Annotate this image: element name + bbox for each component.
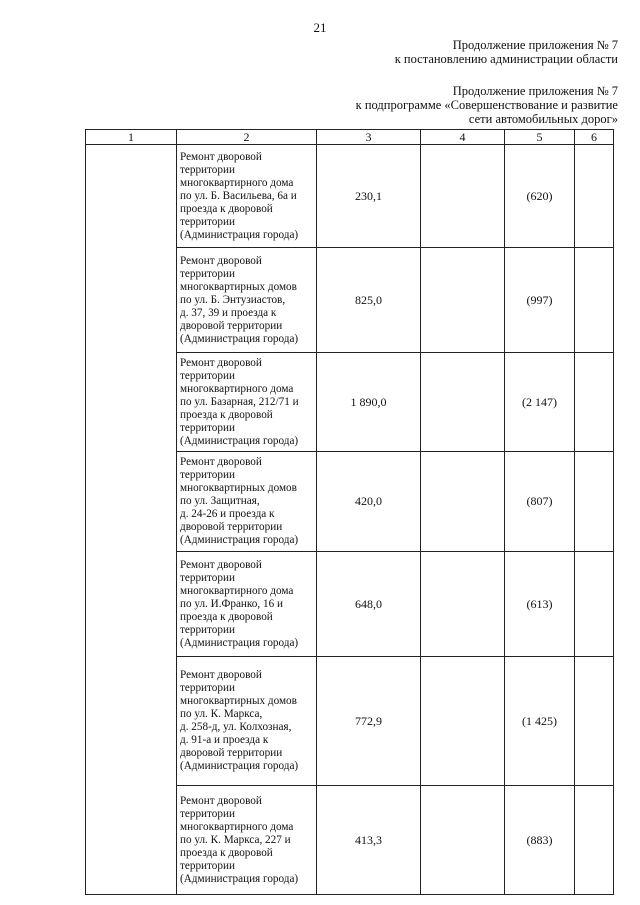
header-line: к постановлению администрации области [394, 52, 618, 66]
cell-line: многоквартирных домов [180, 280, 297, 293]
table-cell-work-name [177, 248, 317, 353]
table-cell-col6 [575, 145, 614, 248]
table-cell-col1 [86, 145, 177, 895]
column-header: 5 [505, 130, 575, 145]
table-cell-area: (2 147) [505, 353, 575, 452]
column-header: 4 [421, 130, 505, 145]
cell-line: по ул. Б. Васильева, 6а и [180, 189, 297, 202]
column-header: 1 [86, 130, 177, 145]
cell-line: (Администрация города) [180, 872, 299, 885]
cell-line: д. 37, 39 и проезда к [180, 306, 277, 319]
cell-line: (Администрация города) [180, 534, 299, 546]
table-cell-amount: 1 890,0 [317, 353, 421, 452]
header-line: Продолжение приложения № 7 [452, 38, 618, 52]
header-appendix-subprogram [356, 84, 618, 126]
cell-line: территории [180, 682, 235, 694]
table-cell-amount: 413,3 [317, 786, 421, 895]
table-cell-col6 [575, 353, 614, 452]
cell-line: территории [180, 623, 235, 636]
cell-line: Ремонт дворовой [180, 356, 262, 369]
cell-line: (Администрация города) [180, 434, 299, 447]
cell-line: проезда к дворовой [180, 202, 273, 215]
table-cell-area: (883) [505, 786, 575, 895]
page-number: 21 [313, 20, 327, 35]
cell-line: территории [180, 267, 235, 280]
table-cell-amount: 648,0 [317, 552, 421, 657]
header-line: сети автомобильных дорог» [468, 112, 618, 126]
column-header: 3 [317, 130, 421, 145]
header-appendix-resolution [395, 38, 618, 66]
table-cell-area: (613) [505, 552, 575, 657]
table-cell-col4 [421, 145, 505, 248]
table-cell-work-name [177, 353, 317, 452]
cell-line: (Администрация города) [180, 228, 299, 241]
cell-line: многоквартирного дома [180, 382, 294, 395]
column-header: 6 [575, 130, 614, 145]
cell-line: дворовой территории [180, 747, 283, 759]
table-cell-work-name [177, 145, 317, 248]
table-cell-area: (997) [505, 248, 575, 353]
cell-line: Ремонт дворовой [180, 558, 262, 571]
cell-line: территории [180, 807, 235, 820]
cell-line: территории [180, 859, 235, 872]
table-row [86, 145, 614, 248]
table-cell-amount: 825,0 [317, 248, 421, 353]
cell-line: Ремонт дворовой [180, 150, 262, 163]
table-cell-amount: 230,1 [317, 145, 421, 248]
table-header-row [86, 130, 614, 145]
table-cell-col4 [421, 452, 505, 552]
table-cell-col4 [421, 248, 505, 353]
table-cell-work-name [177, 452, 317, 552]
cell-line: по ул. И.Франко, 16 и [180, 597, 283, 610]
table-cell-area: (807) [505, 452, 575, 552]
cell-line: многоквартирных домов [180, 695, 297, 707]
cell-line: территории [180, 163, 235, 176]
cell-line: проезда к дворовой [180, 408, 273, 421]
cell-line: Ремонт дворовой [180, 254, 262, 267]
table-cell-col4 [421, 657, 505, 786]
table-cell-area: (1 425) [505, 657, 575, 786]
cell-line: по ул. К. Маркса, 227 и [180, 833, 291, 846]
cell-line: проезда к дворовой [180, 846, 273, 859]
program-table [85, 129, 614, 895]
table-cell-amount: 420,0 [317, 452, 421, 552]
table-cell-col4 [421, 552, 505, 657]
cell-line: по ул. Базарная, 212/71 и [180, 395, 299, 408]
cell-line: Ремонт дворовой [180, 456, 262, 468]
cell-line: (Администрация города) [180, 760, 299, 772]
cell-line: Ремонт дворовой [180, 669, 262, 681]
table-cell-work-name [177, 786, 317, 895]
cell-line: территории [180, 369, 235, 382]
table-cell-col6 [575, 552, 614, 657]
cell-line: территории [180, 421, 235, 434]
table-cell-col6 [575, 248, 614, 353]
cell-line: д. 91-а и проезда к [180, 734, 269, 746]
cell-line: д. 258-д, ул. Колхозная, [180, 721, 292, 733]
cell-line: (Администрация города) [180, 332, 299, 345]
cell-line: по ул. Б. Энтузиастов, [180, 293, 286, 306]
table-cell-work-name [177, 552, 317, 657]
table-cell-col6 [575, 657, 614, 786]
cell-line: проезда к дворовой [180, 610, 273, 623]
table-cell-col4 [421, 786, 505, 895]
cell-line: территории [180, 571, 235, 584]
cell-line: многоквартирного дома [180, 176, 294, 189]
header-line: Продолжение приложения № 7 [452, 84, 618, 98]
table-cell-area: (620) [505, 145, 575, 248]
column-header: 2 [177, 130, 317, 145]
table-cell-col6 [575, 452, 614, 552]
table-cell-col6 [575, 786, 614, 895]
cell-line: многоквартирных домов [180, 482, 297, 494]
cell-line: по ул. К. Маркса, [180, 708, 263, 720]
cell-line: дворовой территории [180, 319, 283, 332]
cell-line: территории [180, 215, 235, 228]
header-line: к подпрограмме «Совершенствование и развитие [355, 98, 618, 112]
cell-line: (Администрация города) [180, 636, 299, 649]
cell-line: многоквартирного дома [180, 820, 294, 833]
cell-line: по ул. Защитная, [180, 495, 260, 507]
cell-line: Ремонт дворовой [180, 794, 262, 807]
cell-line: территории [180, 469, 235, 481]
table-cell-work-name [177, 657, 317, 786]
cell-line: многоквартирного дома [180, 584, 294, 597]
table-cell-col4 [421, 353, 505, 452]
cell-line: дворовой территории [180, 521, 283, 533]
table-cell-amount: 772,9 [317, 657, 421, 786]
cell-line: д. 24-26 и проезда к [180, 508, 275, 520]
